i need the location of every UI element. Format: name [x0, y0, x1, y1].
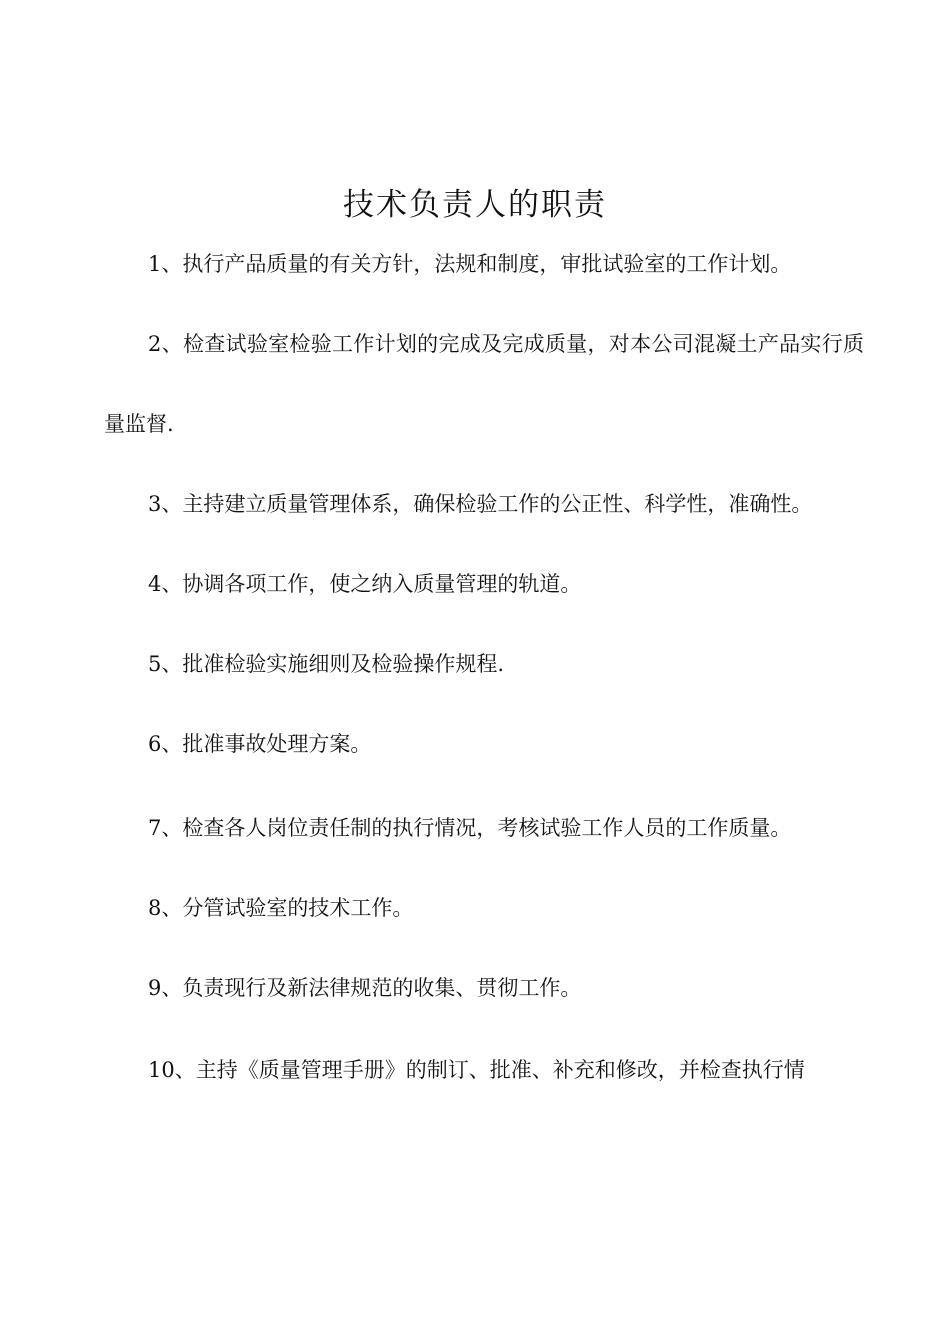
duty-item-10: 10、主持《质量管理手册》的制订、批准、补充和修改，并检查执行情 [148, 1058, 805, 1082]
duty-item-2: 2、检查试验室检验工作计划的完成及完成质量，对本公司混凝土产品实行质量监督. [104, 332, 864, 436]
duty-item-7: 7、检查各人岗位责任制的执行情况，考核试验工作人员的工作质量。 [148, 816, 792, 840]
duty-item-6: 6、批准事故处理方案。 [148, 732, 372, 756]
duty-item-8: 8、分管试验室的技术工作。 [148, 896, 414, 920]
duty-item-5: 5、批准检验实施细则及检验操作规程. [148, 652, 505, 676]
duty-item-4: 4、协调各项工作，使之纳入质量管理的轨道。 [148, 572, 582, 596]
duty-item-3: 3、主持建立质量管理体系，确保检验工作的公正性、科学性，准确性。 [148, 492, 813, 516]
duty-item-9: 9、负责现行及新法律规范的收集、贯彻工作。 [148, 976, 582, 1000]
page-title: 技术负责人的职责 [343, 186, 607, 223]
duty-item-1: 1、执行产品质量的有关方针，法规和制度，审批试验室的工作计划。 [148, 252, 792, 276]
